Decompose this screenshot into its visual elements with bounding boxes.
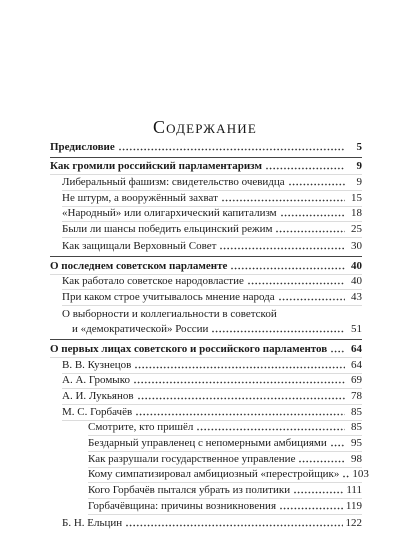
page-number: 119 [345,499,362,512]
page-number: 5 [356,140,362,153]
entry-title: М. С. Горбачёв [62,405,133,418]
dot-leader [331,350,345,353]
page-number: 30 [351,239,362,252]
dot-leader [135,366,345,369]
section-divider [50,157,362,158]
entry-title: Как работало советское народовластие [62,275,244,288]
entry-title: «Народный» или олигархический капитализм [62,207,277,220]
page-number: 111 [346,484,362,497]
toc-subentry [88,436,362,452]
dot-leader [222,199,345,202]
page-number: 40 [351,275,362,288]
page-number: 95 [351,437,362,450]
dot-leader [299,460,345,463]
dot-leader [343,475,349,478]
toc-subentry [88,499,362,515]
page-number: 18 [351,207,362,220]
page-number: 69 [351,374,362,387]
entry-title: Кому симпатизировал амбициозный «перестройщик» [88,468,340,481]
toc-entry [62,191,362,207]
dot-leader [220,247,345,250]
toc-entry [62,515,362,531]
entry-title: Были ли шансы победить ельцинский режим [62,223,273,236]
toc-entry [62,290,362,306]
dot-leader [276,230,345,233]
page-number: 9 [356,176,362,189]
entry-title: Кого Горбачёв пытался убрать из политики [88,484,291,497]
table-of-contents [50,139,369,531]
toc-entry [62,238,362,254]
entry-title: Либеральный фашизм: свидетельство очевидца [62,176,285,189]
toc-entry-continuation [72,322,362,338]
dot-leader [248,282,345,285]
toc-subentry [88,468,369,484]
toc-entry-first-line [62,306,362,322]
entry-title: Как разрушали государственное управление [88,452,296,465]
entry-title: При каком строе учитывалось мнение народа [62,290,275,303]
toc-entry [62,175,362,191]
dot-leader [266,167,345,170]
dot-leader [331,444,345,447]
page-number: 51 [351,323,362,336]
entry-title: Не штурм, а вооружённый захват [62,191,218,204]
entry-title: Бездарный управленец с непомерными амбициями [88,437,327,450]
dot-leader [279,298,345,301]
dot-leader [280,507,343,510]
dot-leader [231,267,345,270]
entry-title-continuation: и «демократической» России [72,323,209,336]
dot-leader [289,183,345,186]
page-number: 78 [351,390,362,402]
dot-leader [281,214,345,217]
toc-entry-foreword [50,139,362,155]
toc-entry [62,405,362,421]
entry-title: А. И. Лукьянов [62,390,134,402]
entry-title: Смотрите, кто пришёл [88,421,194,434]
toc-entry [62,207,362,223]
page-number: 85 [351,421,362,434]
page-number: 64 [351,342,362,355]
toc-section-heading [50,342,362,358]
dot-leader [136,413,345,416]
entry-title: Горбачёвщина: причины возникновения [88,499,277,512]
toc-subentry [88,421,362,437]
toc-entry [62,389,362,405]
entry-title: Предисловие [50,140,115,153]
dot-leader [294,491,343,494]
page-number: 43 [351,290,362,303]
toc-section-heading [50,160,362,176]
section-divider [50,256,362,257]
dot-leader [212,330,345,333]
toc-entry [62,275,362,291]
entry-title: Как защищали Верховный Совет [62,239,217,252]
toc-entry [62,358,362,374]
dot-leader [126,524,342,527]
page-number: 98 [351,452,362,465]
page-number: 85 [351,405,362,418]
dot-leader [134,381,345,384]
page-number: 25 [351,223,362,236]
toc-entry [62,222,362,238]
toc-entry [62,374,362,390]
page-number: 9 [356,160,362,173]
dot-leader [197,428,345,431]
toc-subentry [88,452,362,468]
entry-title: В. В. Кузнецов [62,358,132,371]
page-number: 40 [351,259,362,272]
dot-leader [119,148,345,151]
entry-title: Б. Н. Ельцин [62,516,123,529]
entry-title: О первых лицах советского и российского парламентов [50,342,328,355]
page-title: Содержание [152,117,258,137]
entry-title: Как громили российский парламентаризм [50,160,262,173]
toc-section-heading [50,259,362,275]
page-number: 103 [352,468,369,481]
entry-title: О выборности и коллегиальности в советской [62,307,277,320]
page-number: 64 [351,358,362,371]
entry-title: А. А. Громыко [62,374,130,387]
page-number: 122 [345,516,362,529]
dot-leader [138,397,345,400]
page-number: 15 [351,191,362,204]
section-divider [50,339,362,340]
toc-subentry [88,483,362,499]
entry-title: О последнем советском парламенте [50,259,228,272]
